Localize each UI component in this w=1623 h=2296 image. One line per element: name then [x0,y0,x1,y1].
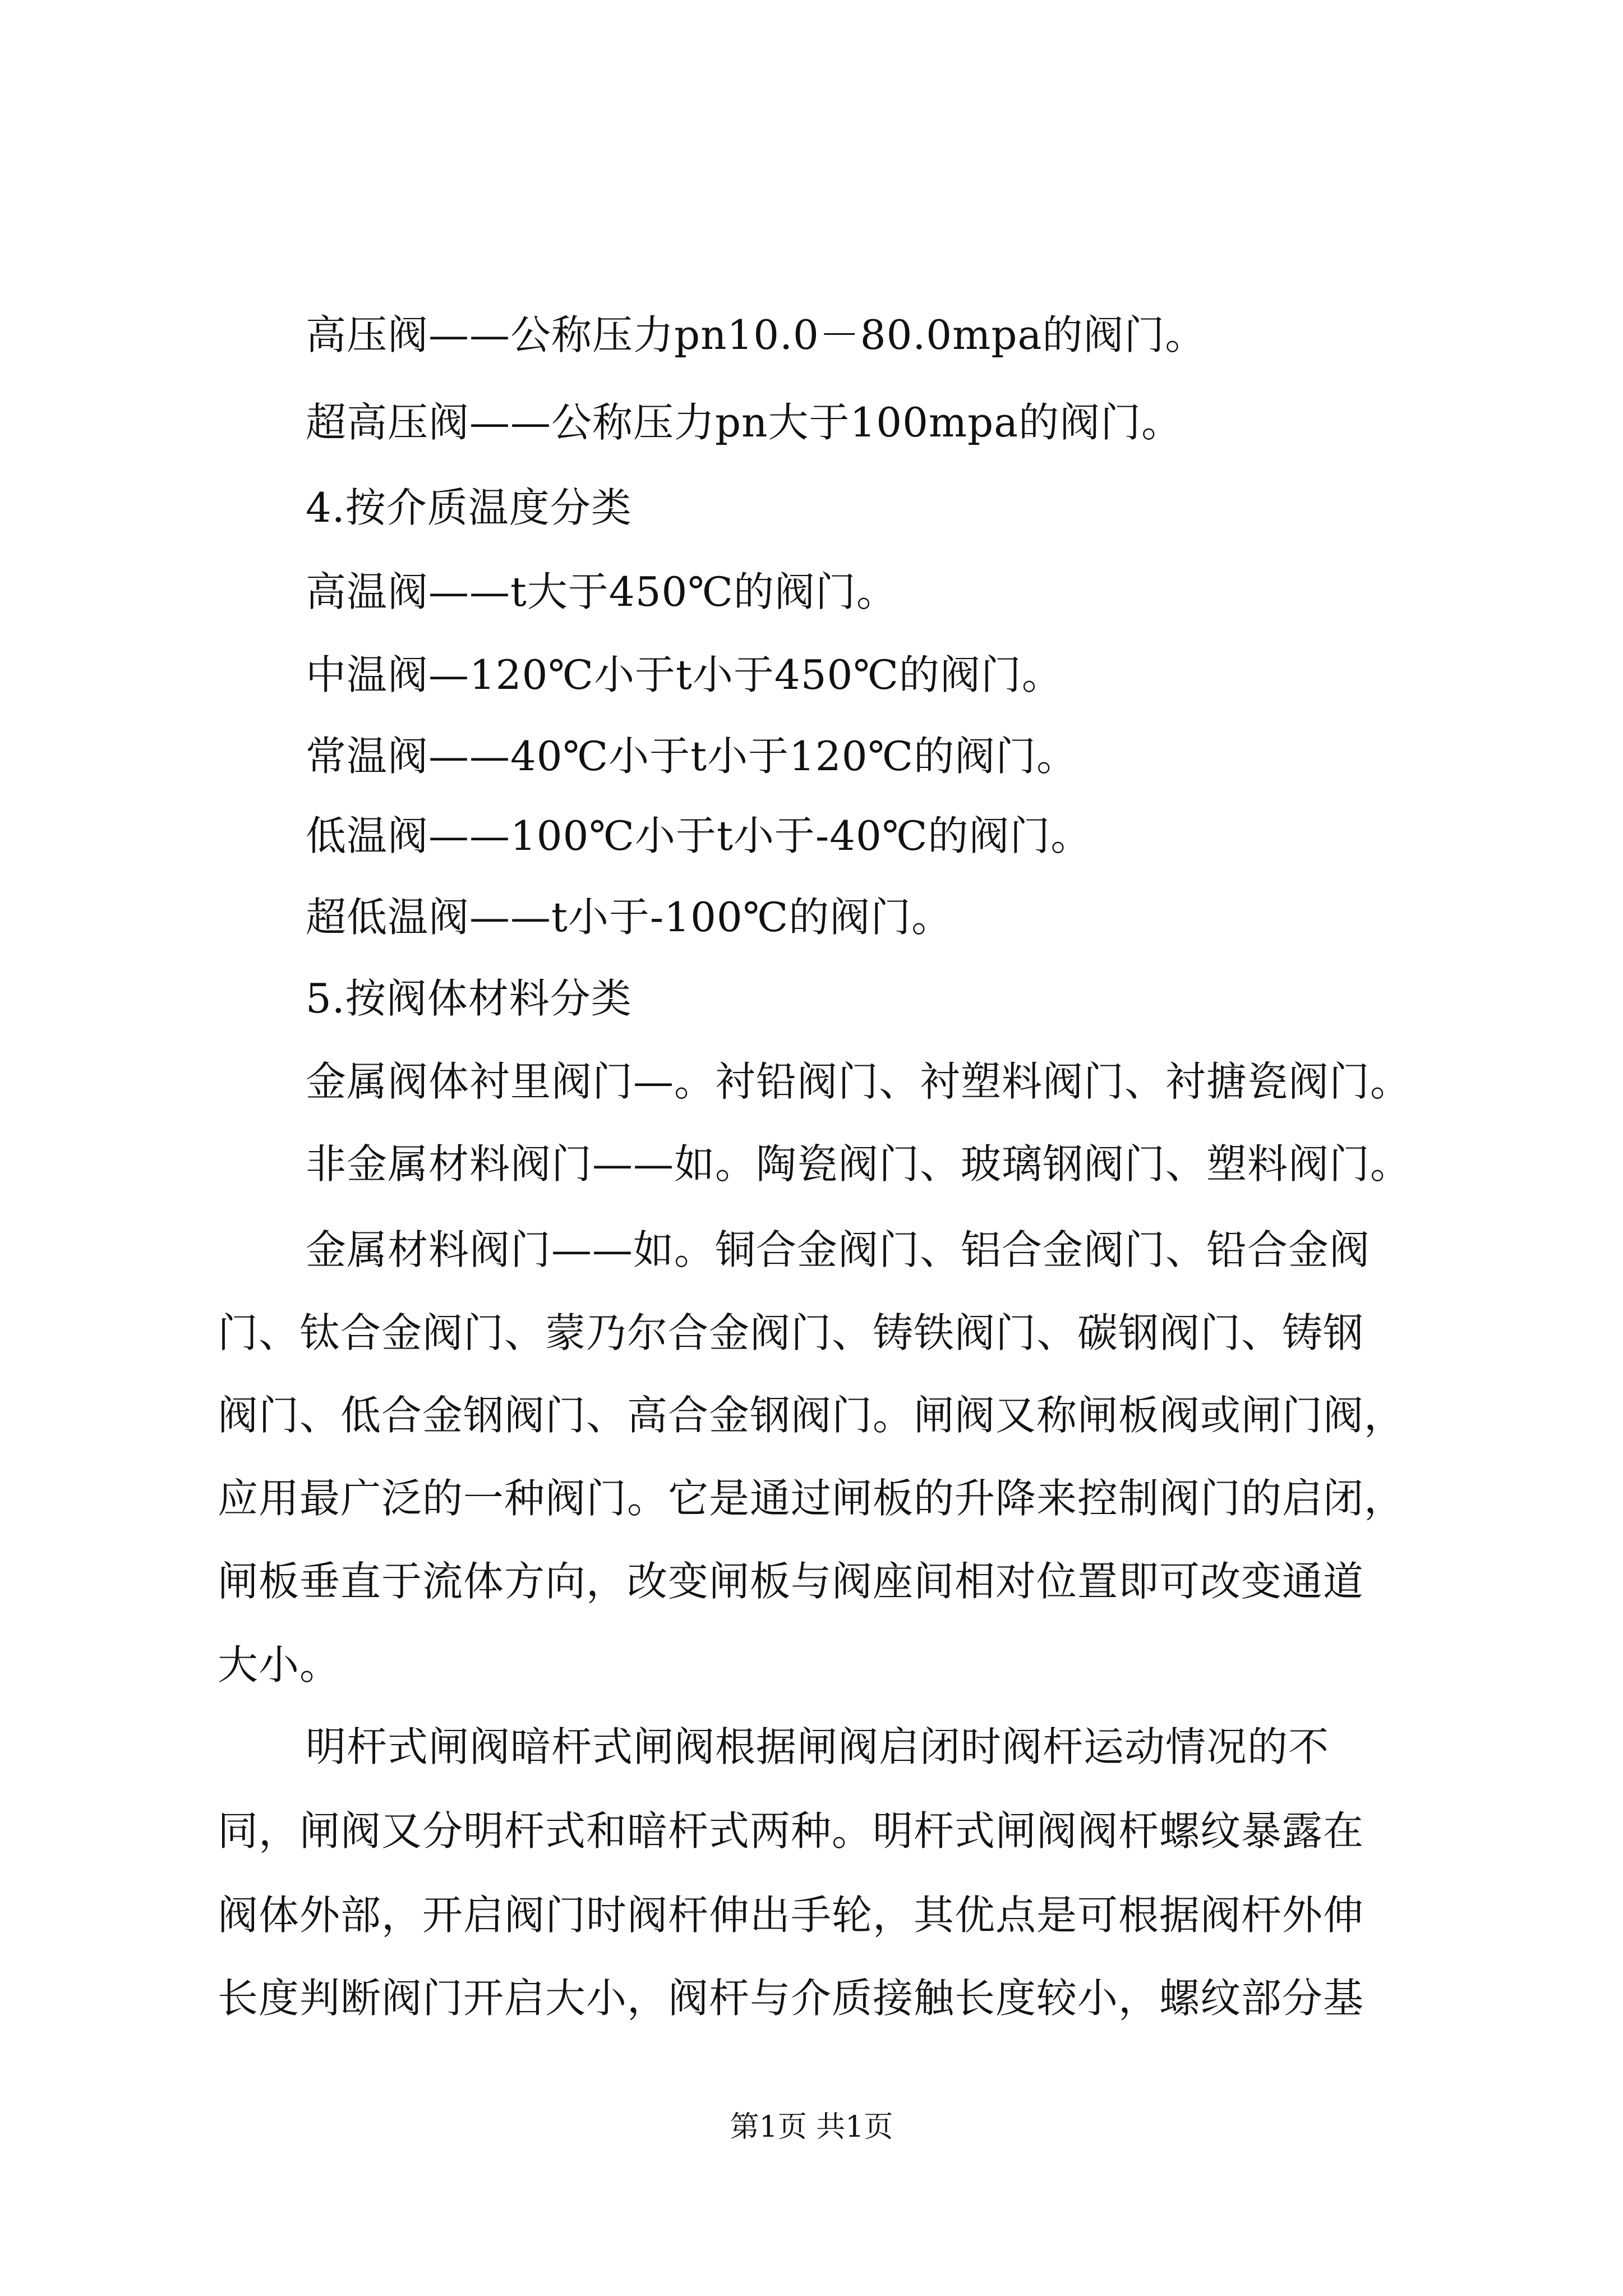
text-line: 金属阀体衬里阀门—。衬铅阀门、衬塑料阀门、衬搪瓷阀门。 [306,1058,1412,1105]
text-line: 高压阀——公称压力pn10.0－80.0mpa的阀门。 [306,311,1206,358]
text-line: 应用最广泛的一种阀门。它是通过闸板的升降来控制阀门的启闭， [218,1475,1405,1522]
text-line: 闸板垂直于流体方向，改变闸板与阀座间相对位置即可改变通道 [218,1558,1364,1605]
section-heading: 5.按阀体材料分类 [306,975,632,1022]
text-line: 大小。 [218,1641,341,1688]
text-line: 门、钛合金阀门、蒙乃尔合金阀门、铸铁阀门、碳钢阀门、铸钢 [218,1309,1364,1356]
text-line: 高温阀——t大于450℃的阀门。 [306,568,897,615]
text-line: 超高压阀——公称压力pn大于100mpa的阀门。 [306,399,1183,446]
section-heading: 4.按介质温度分类 [306,484,632,531]
text-line: 超低温阀——t小于-100℃的阀门。 [306,894,953,941]
text-line: 长度判断阀门开启大小，阀杆与介质接触长度较小，螺纹部分基 [218,1975,1364,2022]
text-line: 非金属材料阀门——如。陶瓷阀门、玻璃钢阀门、塑料阀门。 [306,1140,1412,1188]
text-line: 明杆式闸阀暗杆式闸阀根据闸阀启闭时阀杆运动情况的不 [306,1723,1330,1770]
page-footer: 第1页 共1页 [730,2110,893,2144]
text-line: 低温阀——100℃小于t小于-40℃的阀门。 [306,812,1092,859]
text-line: 阀门、低合金钢阀门、高合金钢阀门。闸阀又称闸板阀或闸门阀， [218,1392,1405,1439]
text-line: 常温阀——40℃小于t小于120℃的阀门。 [306,733,1078,780]
text-line: 阀体外部，开启阀门时阀杆伸出手轮，其优点是可根据阀杆外伸 [218,1892,1364,1939]
text-line: 同，闸阀又分明杆式和暗杆式两种。明杆式闸阀阀杆螺纹暴露在 [218,1807,1364,1855]
text-line: 金属材料阀门——如。铜合金阀门、铝合金阀门、铅合金阀 [306,1226,1371,1273]
text-line: 中温阀—120℃小于t小于450℃的阀门。 [306,651,1063,698]
